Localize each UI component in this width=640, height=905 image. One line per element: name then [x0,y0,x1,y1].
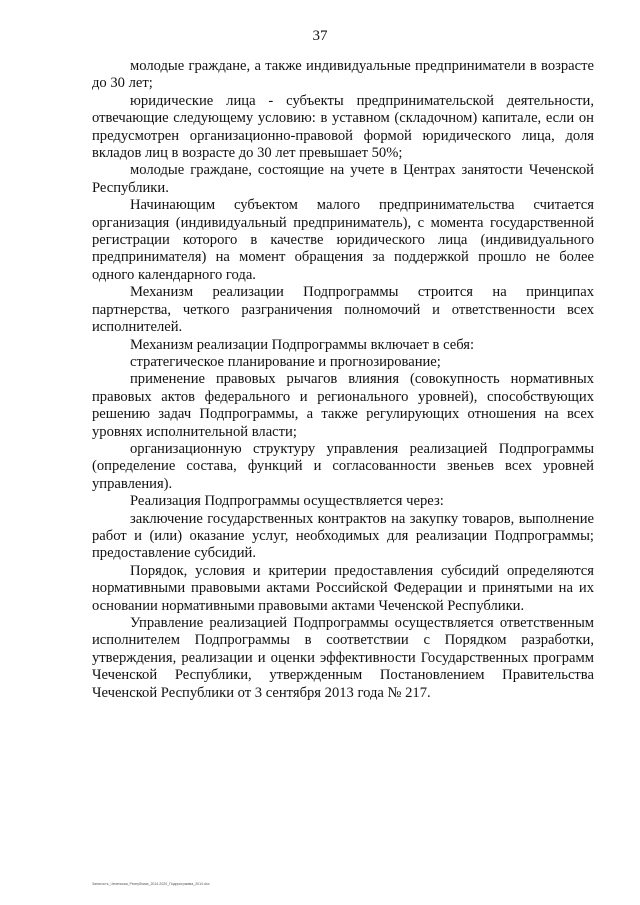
paragraph: Порядок, условия и критерии предоставления субсидий определяются нормативными правовыми актами Российской Федерации и принятыми на их основании нормативными правовыми актами Чеченской Республики. [92,562,594,614]
paragraph: Начинающим субъектом малого предпринимательства считается организация (индивидуальный предприниматель), с момента государственной регистрации которого в качестве юридического лица (индивидуального предпринимателя) на момент обращения за поддержкой прошло не более одного календарного года. [92,197,594,283]
page-number: 37 [312,28,328,44]
paragraph: Механизм реализации Подпрограммы включает в себя: [130,336,475,353]
paragraph: юридические лица - субъекты предпринимательской деятельности, отвечающие следующему условию: в уставном (складочном) капитале, если он предусмотрен организационно-правовой формой юридического лица, доля вкладов лиц в возрасте до 30 лет превышает 50%; [92,92,594,162]
document-body [92,58,594,702]
paragraph: молодые граждане, а также индивидуальные предприниматели в возрасте до 30 лет; [92,58,594,92]
paragraph: стратегическое планирование и прогнозирование; [130,353,441,370]
paragraph: молодые граждане, состоящие на учете в Центрах занятости Чеченской Республики. [92,162,594,196]
paragraph: организационную структуру управления реализацией Подпрограммы (определение состава, функций и согласованности звеньев всех уровней управления). [92,440,594,492]
paragraph: Управление реализацией Подпрограммы осуществляется ответственным исполнителем Подпрограммы в соответствии с Порядком разработки, утверждения, реализации и оценки эффективности Государственных программ Чеченской Республики, утвержденным Постановлением Правительства Чеченской Республики от 3 сентября 2013 года № 217. [92,615,594,701]
paragraph: заключение государственных контрактов на закупку товаров, выполнение работ и (или) оказание услуг, необходимых для реализации Подпрограммы; предоставление субсидий. [92,510,594,562]
paragraph: применение правовых рычагов влияния (совокупность нормативных правовых актов федерального и регионального уровней), способствующих решению задач Подпрограммы, а также регулирующих отношения на всех уровнях исполнительной власти; [92,371,594,440]
paragraph: Механизм реализации Подпрограммы строится на принципах партнерства, четкого разграничения полномочий и ответственности всех исполнителей. [92,284,594,336]
footer-file-path: Занятость_Чеченская_Республика_2014-2020_Подпрограмма_2014.doc [92,882,210,886]
paragraph: Реализация Подпрограммы осуществляется через: [130,493,444,510]
